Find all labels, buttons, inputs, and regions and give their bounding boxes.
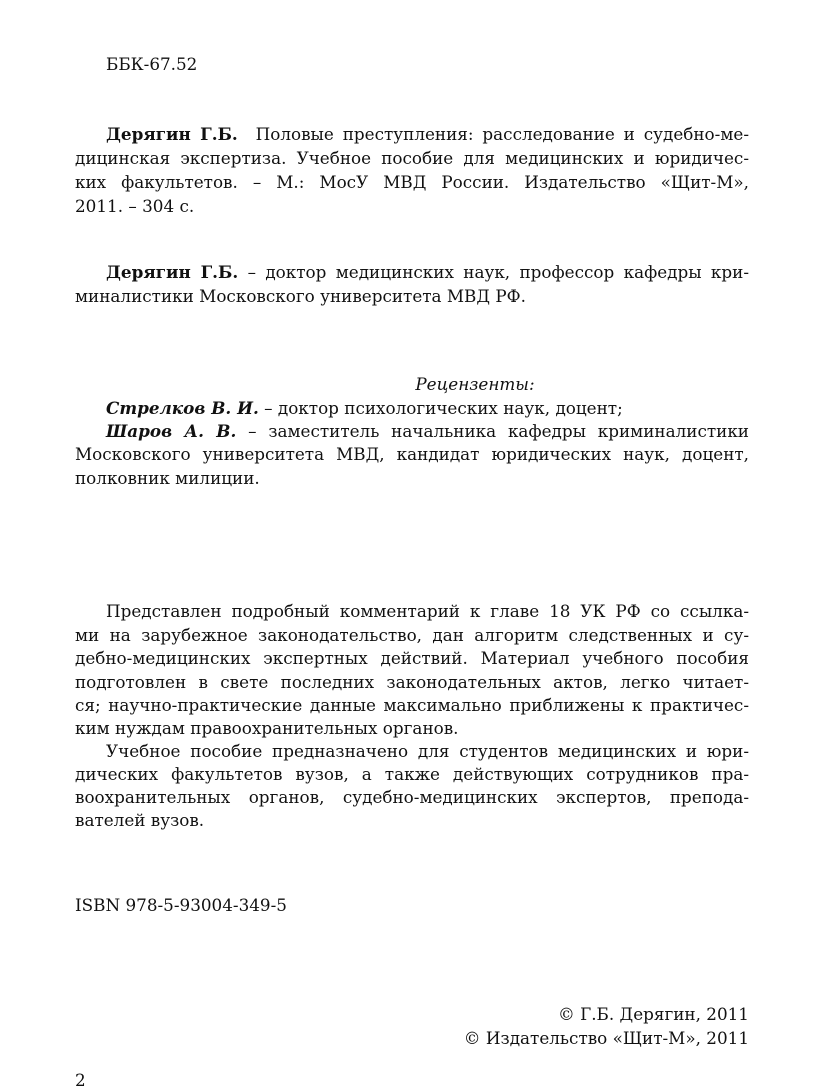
author-info-line: Дерягин Г.Б. – доктор медицинских наук, профессор кафедры кри- — [106, 262, 749, 282]
abstract-line: ся; научно-практические данные максимально приближены к практичес- — [75, 695, 749, 715]
author-info-name: Дерягин Г.Б. — [106, 262, 239, 282]
abstract-line: ким нуждам правоохранительных органов. — [75, 718, 459, 738]
reviewer-name: Стрелков В. И. — [106, 398, 259, 418]
abstract-line: ми на зарубежное законодательство, дан алгоритм следственных и су- — [75, 625, 749, 645]
isbn: ISBN 978-5-93004-349-5 — [75, 895, 287, 915]
citation-author: Дерягин Г.Б. — [106, 124, 238, 144]
abstract-line: вателей вузов. — [75, 810, 205, 830]
abstract-line: подготовлен в свете последних законодательных актов, легко читает- — [75, 672, 749, 692]
abstract-line: Представлен подробный комментарий к главе 18 УК РФ со ссылка- — [106, 601, 749, 621]
author-info-line: миналистики Московского университета МВД РФ. — [75, 286, 526, 306]
reviewer-name: Шаров А. В. — [106, 421, 237, 441]
abstract-line: воохранительных органов, судебно-медицинских экспертов, препода- — [75, 787, 749, 807]
reviewer-line: Стрелков В. И. – доктор психологических наук, доцент; — [106, 398, 623, 418]
abstract-line: дических факультетов вузов, а также действующих сотрудников пра- — [75, 764, 749, 784]
copyright-line: © Г.Б. Дерягин, 2011 — [557, 1004, 749, 1024]
copyright-line: © Издательство «Щит-М», 2011 — [463, 1028, 749, 1048]
citation-line: ких факультетов. – М.: МосУ МВД России. Издательство «Щит-М», — [75, 172, 749, 192]
abstract-line: дебно-медицинских экспертных действий. Материал учебного пособия — [75, 648, 749, 668]
reviewer-line: полковник милиции. — [75, 468, 260, 488]
citation-line: дицинская экспертиза. Учебное пособие для медицинских и юридичес- — [75, 148, 749, 168]
page-number: 2 — [75, 1070, 86, 1090]
citation-line: 2011. – 304 с. — [75, 196, 195, 216]
abstract-line: Учебное пособие предназначено для студентов медицинских и юри- — [106, 741, 749, 761]
reviewers-heading: Рецензенты: — [415, 374, 535, 394]
reviewer-line: Шаров А. В. – заместитель начальника кафедры криминалистики — [106, 421, 749, 441]
bbk-code: ББК-67.52 — [106, 54, 198, 74]
reviewer-line: Московского университета МВД, кандидат юридических наук, доцент, — [75, 444, 749, 464]
citation-line: Дерягин Г.Б. Половые преступления: расследование и судебно-ме- — [106, 124, 749, 144]
